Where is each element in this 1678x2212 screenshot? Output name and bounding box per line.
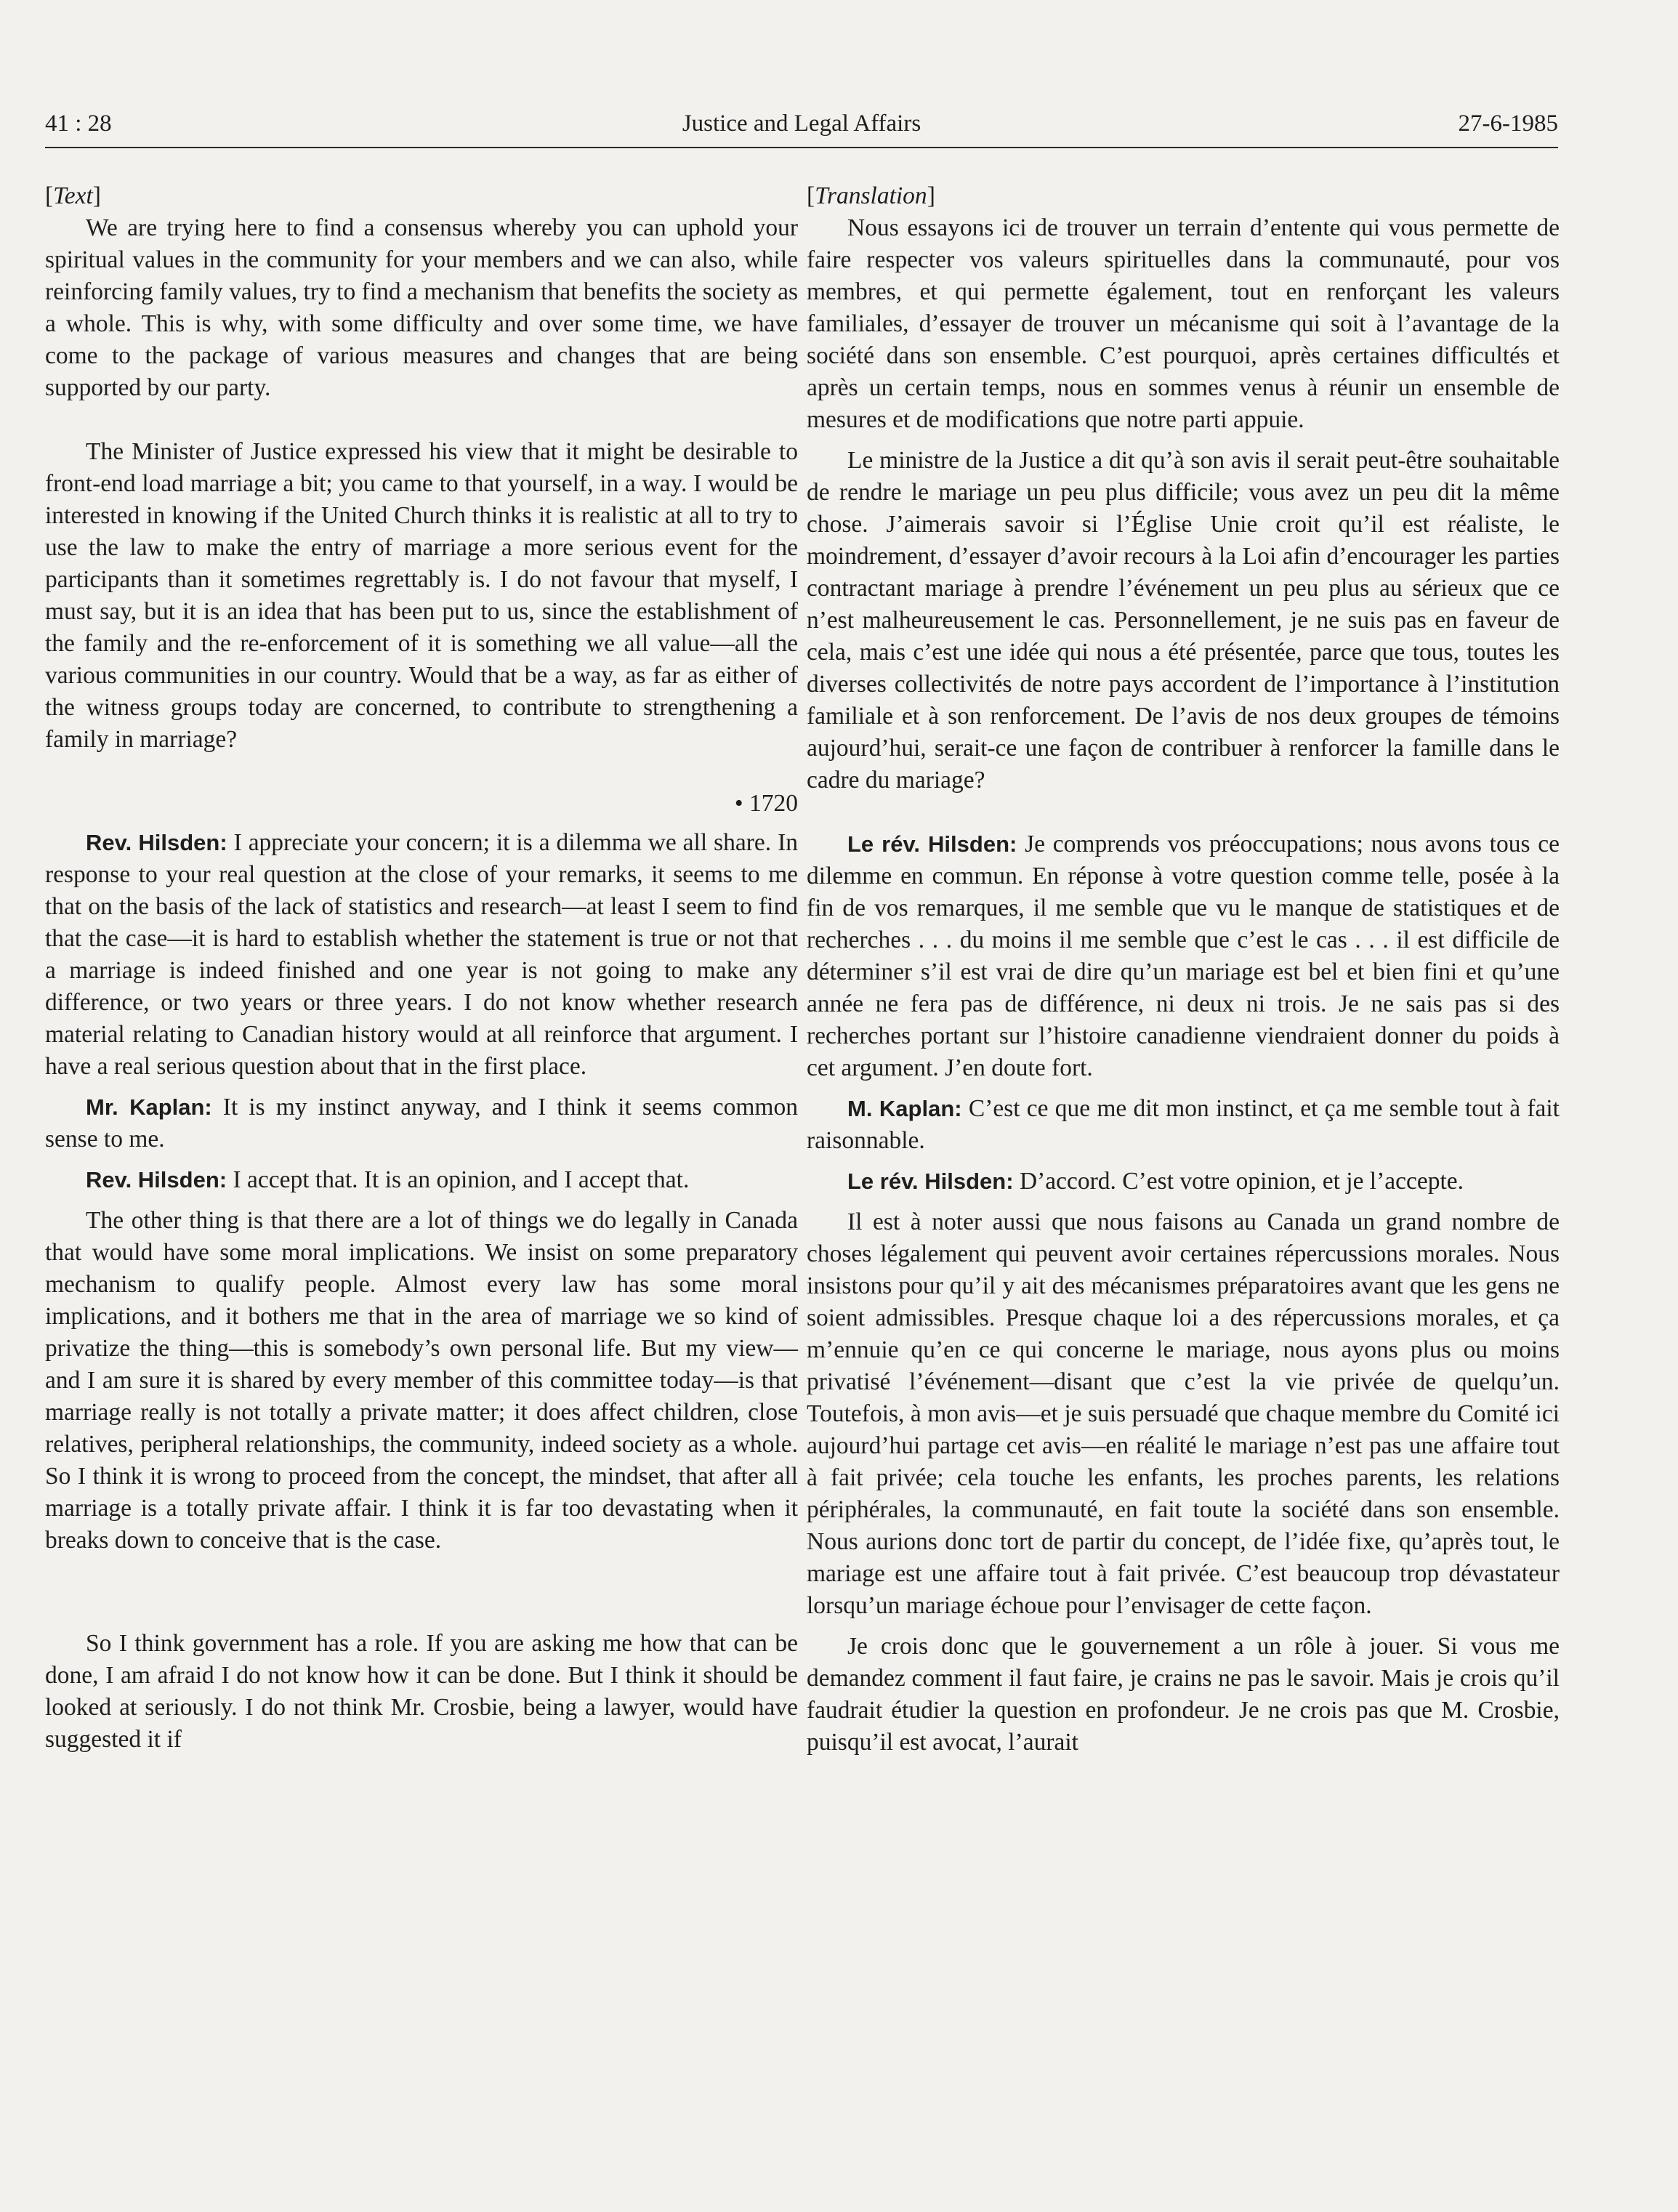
- paragraph-en-3: [45, 827, 798, 1083]
- paragraph-en-6: The other thing is that there are a lot of things we do legally in Canada that would have some moral implications. We insist on some preparatory mechanism to qualify people. Almost every law has some moral implications, and it bothers me that in the area of marriage we so kind of privatize the thing—this is somebody’s own personal life. But my view—and I am sure it is shared by every member of this committee today—is that marriage really is not totally a private matter; it does affect children, close relatives, peripheral relationships, the community, indeed society as a whole. So I think it is wrong to proceed from the concept, the mindset, that after all marriage is a totally private affair. I think it is far too devastating when it breaks down to conceive that is the case.: [45, 1207, 798, 1554]
- speaker-name: Rev. Hilsden:: [86, 830, 227, 855]
- running-title: Justice and Legal Affairs: [682, 110, 921, 137]
- speech-text: Je comprends vos préoccupations; nous avons tous ce dilemme en commun. En réponse à votre question comme telle, posée à la fin de vos remarques, il me semble que vu le manque de statistiques et de recherches . . . du moins il me semble que c’est le cas . . . il est difficile de déterminer s’il est vrai de dire qu’un mariage est bel et bien fini et qu’une année ne fera pas de différence, ni deux ni trois. Je ne sais pas si des recherches portant sur l’histoire canadienne viendraient donner du poids à cet argument. J’en doute fort.: [807, 831, 1560, 1081]
- running-header: [45, 108, 1558, 148]
- time-stamp: • 1720: [734, 790, 798, 817]
- english-column: [45, 180, 798, 1764]
- translation-marker-label: Translation: [815, 182, 927, 209]
- paragraph-fr-5: [807, 1166, 1560, 1198]
- spacer: [45, 1565, 798, 1628]
- spacer: [807, 805, 1560, 828]
- paragraph-fr-2: Le ministre de la Justice a dit qu’à son avis il serait peut-être souhaitable de rendre le mariage un peu plus difficile; vous avez un peu dit la même chose. J’aimerais savoir si l’Église Unie croit qu’il est réaliste, le moindrement, d’essayer d’avoir recours à la Loi afin d’encourager les parties contractant mariage à prendre l’événement un peu plus au sérieux que ce n’est malheureusement le cas. Personnellement, je ne suis pas en faveur de cela, mais c’est une idée qui nous a été présentée, parce que tous, toutes les diverses collectivités de notre pays accordent de l’importance à l’institution familiale et à son renforcement. De l’avis de nos deux groupes de témoins aujourd’hui, serait-ce une façon de contribuer à renforcer la famille dans le cadre du mariage?: [807, 447, 1560, 794]
- paragraph-en-7: So I think government has a role. If you are asking me how that can be done, I am afraid I do not know how it can be done. But I think it should be looked at seriously. I do not think Mr. Crosbie, being a lawyer, would have suggested it if: [45, 1630, 798, 1753]
- paragraph-en-2: The Minister of Justice expressed his view that it might be desirable to front-end load marriage a bit; you came to that yourself, in a way. I would be interested in knowing if the United Church thinks it is realistic at all to try to use the law to make the entry of marriage a more serious event for the participants than it sometimes regrettably is. I do not favour that myself, I must say, but it is an idea that has been put to us, since the establishment of the family and the re-enforcement of it is something we all value—all the various communities in our country. Would that be a way, as far as either of the witness groups today are concerned, to contribute to strengthening a family in marriage?: [45, 438, 798, 753]
- french-column: [807, 180, 1560, 1767]
- text-marker-label: Text: [53, 182, 93, 209]
- page-number: 41 : 28: [45, 110, 112, 137]
- speech-text: I appreciate your concern; it is a dilemma we all share. In response to your real question at the close of your remarks, it seems to me that on the basis of the lack of statistics and research—at least I seem to find that the case—it is hard to establish whether the statement is true or not that a marriage is indeed finished and one year is not going to make any difference, or two years or three years. I do not know whether research material relating to Canadian history would at all reinforce that argument. I have a real serious question about that in the first place.: [45, 829, 798, 1080]
- speech-text: D’accord. C’est votre opinion, et je l’accepte.: [1013, 1168, 1464, 1195]
- paragraph-en-1: We are trying here to find a consensus whereby you can uphold your spiritual values in the community for your members and we can also, while reinforcing family values, try to find a mechanism that benefits the society as a whole. This is why, with some difficulty and over some time, we have come to the package of various measures and changes that are being supported by our party.: [45, 214, 798, 401]
- paragraph-fr-7: Je crois donc que le gouvernement a un rôle à jouer. Si vous me demandez comment il faut faire, je crains ne pas le savoir. Mais je crois qu’il faudrait étudier la question en profondeur. Je ne crois pas que M. Crosbie, puisqu’il est avocat, l’aurait: [807, 1633, 1560, 1756]
- paragraph-fr-3: [807, 828, 1560, 1084]
- speech-text: C’est ce que me dit mon instinct, et ça me semble tout à fait raisonnable.: [807, 1095, 1560, 1154]
- translation-marker: [Translation]: [807, 182, 935, 209]
- paragraph-en-4: [45, 1091, 798, 1155]
- spacer: [45, 764, 798, 788]
- speech-text: It is my instinct anyway, and I think it seems common sense to me.: [45, 1094, 798, 1153]
- paragraph-fr-6: Il est à noter aussi que nous faisons au Canada un grand nombre de choses légalement qui peuvent avoir certaines répercussions morales. Nous insistons pour qu’il y ait des mécanismes préparatoires avant que les gens ne soient admissibles. Presque chaque loi a des répercussions morales, et ça m’ennuie qu’en ce qui concerne le mariage, nous ayons plus ou moins privatisé l’événement—disant que c’est la vie privée de quelqu’un. Toutefois, à mon avis—et je suis persuadé que chaque membre du Comité ici aujourd’hui partage cet avis—en réalité le mariage n’est pas une affaire tout à fait privée; cela touche les enfants, les proches parents, les relations périphérales, la communauté, en fait toute la société dans son ensemble. Nous aurions donc tort de partir du concept, de l’idée fixe, qu’après tout, le mariage est une affaire tout à fait privée. C’est beaucoup trop dévastateur lorsqu’un mariage échoue pour l’envisager de cette façon.: [807, 1208, 1560, 1619]
- paragraph-fr-1: Nous essayons ici de trouver un terrain d’entente qui vous permette de faire respecter vos valeurs spirituelles dans la communauté, pour vos membres, et qui permette également, tout en renforçant les valeurs familiales, d’essayer de trouver un mécanisme qui soit à l’avantage de la société dans son ensemble. C’est pourquoi, après certaines difficultés et après un certain temps, nous en sommes venus à réunir un ensemble de mesures et de modifications que notre parti appuie.: [807, 214, 1560, 433]
- spacer: [45, 413, 798, 436]
- speaker-name: Le rév. Hilsden:: [847, 831, 1017, 857]
- speaker-name: Mr. Kaplan:: [86, 1094, 212, 1120]
- paragraph-fr-4: [807, 1093, 1560, 1157]
- speaker-name: Rev. Hilsden:: [86, 1167, 227, 1192]
- paragraph-en-5: [45, 1164, 798, 1196]
- text-marker: [Text]: [45, 182, 101, 209]
- speech-text: I accept that. It is an opinion, and I accept that.: [227, 1166, 690, 1193]
- running-date: 27-6-1985: [1458, 110, 1558, 137]
- speaker-name: M. Kaplan:: [847, 1096, 962, 1121]
- speaker-name: Le rév. Hilsden:: [847, 1168, 1014, 1194]
